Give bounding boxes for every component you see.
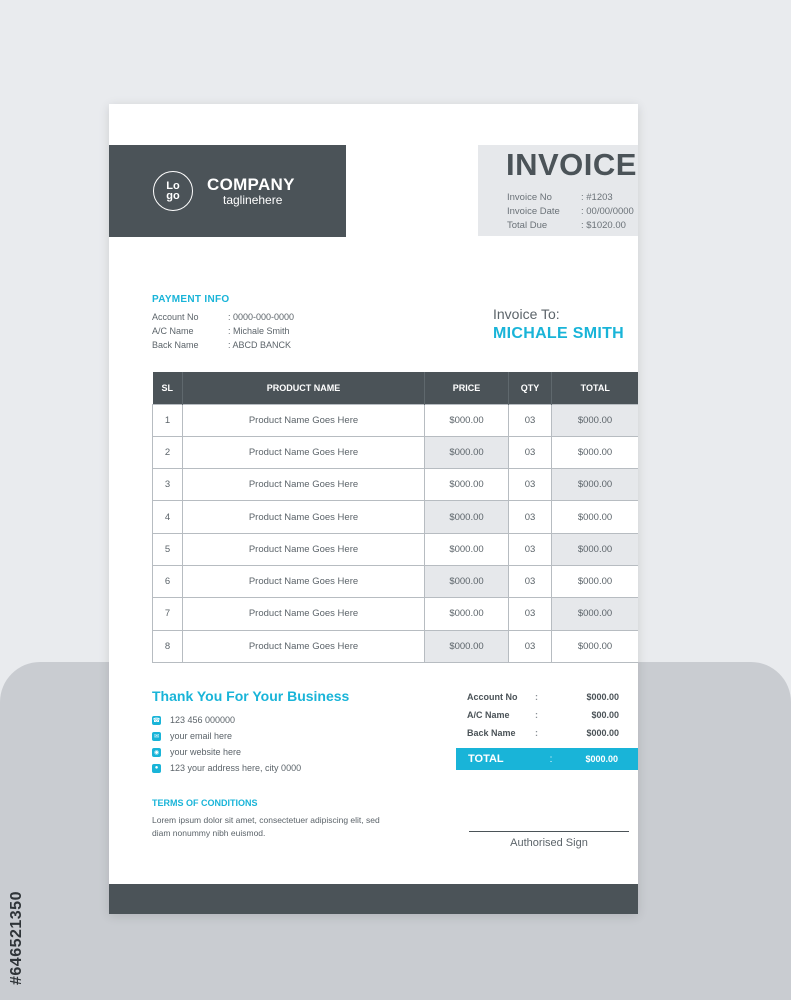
terms-section bbox=[152, 798, 392, 840]
cell-price: $000.00 bbox=[425, 501, 509, 533]
cell-price: $000.00 bbox=[425, 469, 509, 501]
payment-rows bbox=[152, 310, 294, 352]
contact-item bbox=[152, 744, 349, 760]
grand-total-bar bbox=[456, 748, 638, 770]
cell-price: $000.00 bbox=[425, 533, 509, 565]
cell-qty: 03 bbox=[509, 565, 552, 597]
total-due-value: : $1020.00 bbox=[581, 220, 626, 231]
cell-total: $000.00 bbox=[552, 469, 639, 501]
globe-icon: ◉ bbox=[153, 749, 160, 756]
cell-total: $000.00 bbox=[552, 565, 639, 597]
cell-total: $000.00 bbox=[552, 598, 639, 630]
cell-sl: 4 bbox=[153, 501, 183, 533]
invoice-meta-row bbox=[507, 219, 634, 233]
payment-label: A/C Name bbox=[152, 326, 194, 336]
contact-item bbox=[152, 760, 349, 776]
cell-total: $000.00 bbox=[552, 533, 639, 565]
phone-icon: ☎ bbox=[152, 717, 161, 724]
table-header-row bbox=[153, 372, 639, 404]
company-tagline: taglinehere bbox=[223, 192, 283, 207]
cell-price: $000.00 bbox=[425, 436, 509, 468]
totals-label: Back Name bbox=[467, 728, 516, 738]
footer-bar bbox=[109, 884, 638, 914]
cell-product: Product Name Goes Here bbox=[183, 436, 425, 468]
cell-price: $000.00 bbox=[425, 404, 509, 436]
stock-id: #646521350 bbox=[8, 891, 25, 985]
terms-text: Lorem ipsum dolor sit amet, consectetuer adipiscing elit, sed diam nonummy nibh euismod. bbox=[152, 815, 380, 838]
contact-item bbox=[152, 728, 349, 744]
cell-total: $000.00 bbox=[552, 404, 639, 436]
terms-title: TERMS OF CONDITIONS bbox=[152, 798, 258, 808]
table-row bbox=[153, 533, 639, 565]
cell-total: $000.00 bbox=[552, 436, 639, 468]
totals-value: $00.00 bbox=[591, 710, 619, 720]
cell-product: Product Name Goes Here bbox=[183, 501, 425, 533]
table-row bbox=[153, 469, 639, 501]
cell-sl: 3 bbox=[153, 469, 183, 501]
payment-info-title: PAYMENT INFO bbox=[152, 294, 230, 305]
invoice-meta-row bbox=[507, 205, 634, 219]
totals-colon: : bbox=[535, 728, 538, 738]
header-product-name: PRODUCT NAME bbox=[183, 372, 425, 404]
header-sl: SL bbox=[153, 372, 183, 404]
items-table bbox=[152, 372, 638, 663]
table-row bbox=[153, 598, 639, 630]
payment-label: Account No bbox=[152, 312, 199, 322]
totals-label: Account No bbox=[467, 692, 518, 702]
cell-product: Product Name Goes Here bbox=[183, 469, 425, 501]
thanks-title: Thank You For Your Business bbox=[152, 688, 350, 704]
logo-text-bottom: go bbox=[166, 190, 180, 202]
signature-line bbox=[469, 831, 629, 832]
table-row bbox=[153, 404, 639, 436]
header-qty: QTY bbox=[509, 372, 552, 404]
logo-icon bbox=[153, 171, 193, 211]
contact-list bbox=[152, 712, 349, 776]
grand-total-colon: : bbox=[549, 753, 553, 765]
cell-sl: 7 bbox=[153, 598, 183, 630]
email-icon: ✉ bbox=[153, 733, 160, 740]
invoice-to bbox=[493, 306, 624, 343]
totals-colon: : bbox=[535, 710, 538, 720]
table-row bbox=[153, 436, 639, 468]
totals-row bbox=[467, 724, 637, 742]
grand-total-value: $000.00 bbox=[585, 754, 618, 764]
invoice-meta bbox=[507, 191, 634, 233]
totals-summary bbox=[467, 688, 637, 742]
payment-row bbox=[152, 324, 294, 338]
invoice-no-label: Invoice No bbox=[507, 192, 552, 203]
total-due-label: Total Due bbox=[507, 220, 548, 231]
cell-sl: 5 bbox=[153, 533, 183, 565]
logo-text-top: Lo bbox=[166, 180, 180, 192]
cell-price: $000.00 bbox=[425, 598, 509, 630]
payment-info bbox=[152, 294, 294, 352]
cell-sl: 6 bbox=[153, 565, 183, 597]
invoice-title: INVOICE bbox=[506, 147, 637, 182]
totals-row bbox=[467, 706, 637, 724]
invoice-to-label: Invoice To: bbox=[493, 306, 560, 322]
header-price: PRICE bbox=[425, 372, 509, 404]
cell-product: Product Name Goes Here bbox=[183, 404, 425, 436]
payment-value: : Michale Smith bbox=[228, 326, 290, 336]
grand-total-label: TOTAL bbox=[468, 753, 504, 765]
cell-product: Product Name Goes Here bbox=[183, 598, 425, 630]
invoice-date-value: : 00/00/0000 bbox=[581, 206, 634, 217]
contact-email: your email here bbox=[170, 731, 233, 741]
cell-qty: 03 bbox=[509, 501, 552, 533]
cell-total: $000.00 bbox=[552, 501, 639, 533]
payment-value: : ABCD BANCK bbox=[228, 340, 292, 350]
signature-label: Authorised Sign bbox=[510, 837, 588, 849]
payment-label: Back Name bbox=[152, 340, 199, 350]
invoice-date-label: Invoice Date bbox=[507, 206, 560, 217]
contact-address: 123 your address here, city 0000 bbox=[170, 763, 302, 773]
location-icon: ● bbox=[152, 764, 161, 773]
totals-row bbox=[467, 688, 637, 706]
company-name: COMPANY bbox=[207, 174, 295, 194]
cell-qty: 03 bbox=[509, 630, 552, 662]
payment-value: : 0000-000-0000 bbox=[228, 312, 295, 322]
cell-product: Product Name Goes Here bbox=[183, 630, 425, 662]
cell-qty: 03 bbox=[509, 469, 552, 501]
cell-product: Product Name Goes Here bbox=[183, 565, 425, 597]
cell-qty: 03 bbox=[509, 533, 552, 565]
cell-price: $000.00 bbox=[425, 630, 509, 662]
cell-sl: 8 bbox=[153, 630, 183, 662]
header-logo-block bbox=[109, 145, 346, 237]
cell-product: Product Name Goes Here bbox=[183, 533, 425, 565]
contact-website: your website here bbox=[170, 747, 242, 757]
payment-row bbox=[152, 338, 294, 352]
payment-row bbox=[152, 310, 294, 324]
totals-value: $000.00 bbox=[586, 692, 619, 702]
cell-qty: 03 bbox=[509, 598, 552, 630]
contact-phone: 123 456 000000 bbox=[170, 715, 236, 725]
table-row bbox=[153, 630, 639, 662]
company-info bbox=[207, 176, 295, 207]
invoice-page bbox=[109, 104, 638, 914]
totals-colon: : bbox=[535, 692, 538, 702]
cell-sl: 2 bbox=[153, 436, 183, 468]
totals-label: A/C Name bbox=[467, 710, 510, 720]
cell-price: $000.00 bbox=[425, 565, 509, 597]
cell-total: $000.00 bbox=[552, 630, 639, 662]
totals-value: $000.00 bbox=[586, 728, 619, 738]
table-row bbox=[153, 565, 639, 597]
cell-sl: 1 bbox=[153, 404, 183, 436]
cell-qty: 03 bbox=[509, 436, 552, 468]
invoice-no-value: : #1203 bbox=[581, 192, 613, 203]
invoice-header-box bbox=[478, 145, 638, 236]
thanks-section bbox=[152, 688, 349, 776]
table-row bbox=[153, 501, 639, 533]
invoice-meta-row bbox=[507, 191, 634, 205]
cell-qty: 03 bbox=[509, 404, 552, 436]
header-total: TOTAL bbox=[552, 372, 639, 404]
contact-item bbox=[152, 712, 349, 728]
client-name: MICHALE SMITH bbox=[493, 325, 625, 342]
